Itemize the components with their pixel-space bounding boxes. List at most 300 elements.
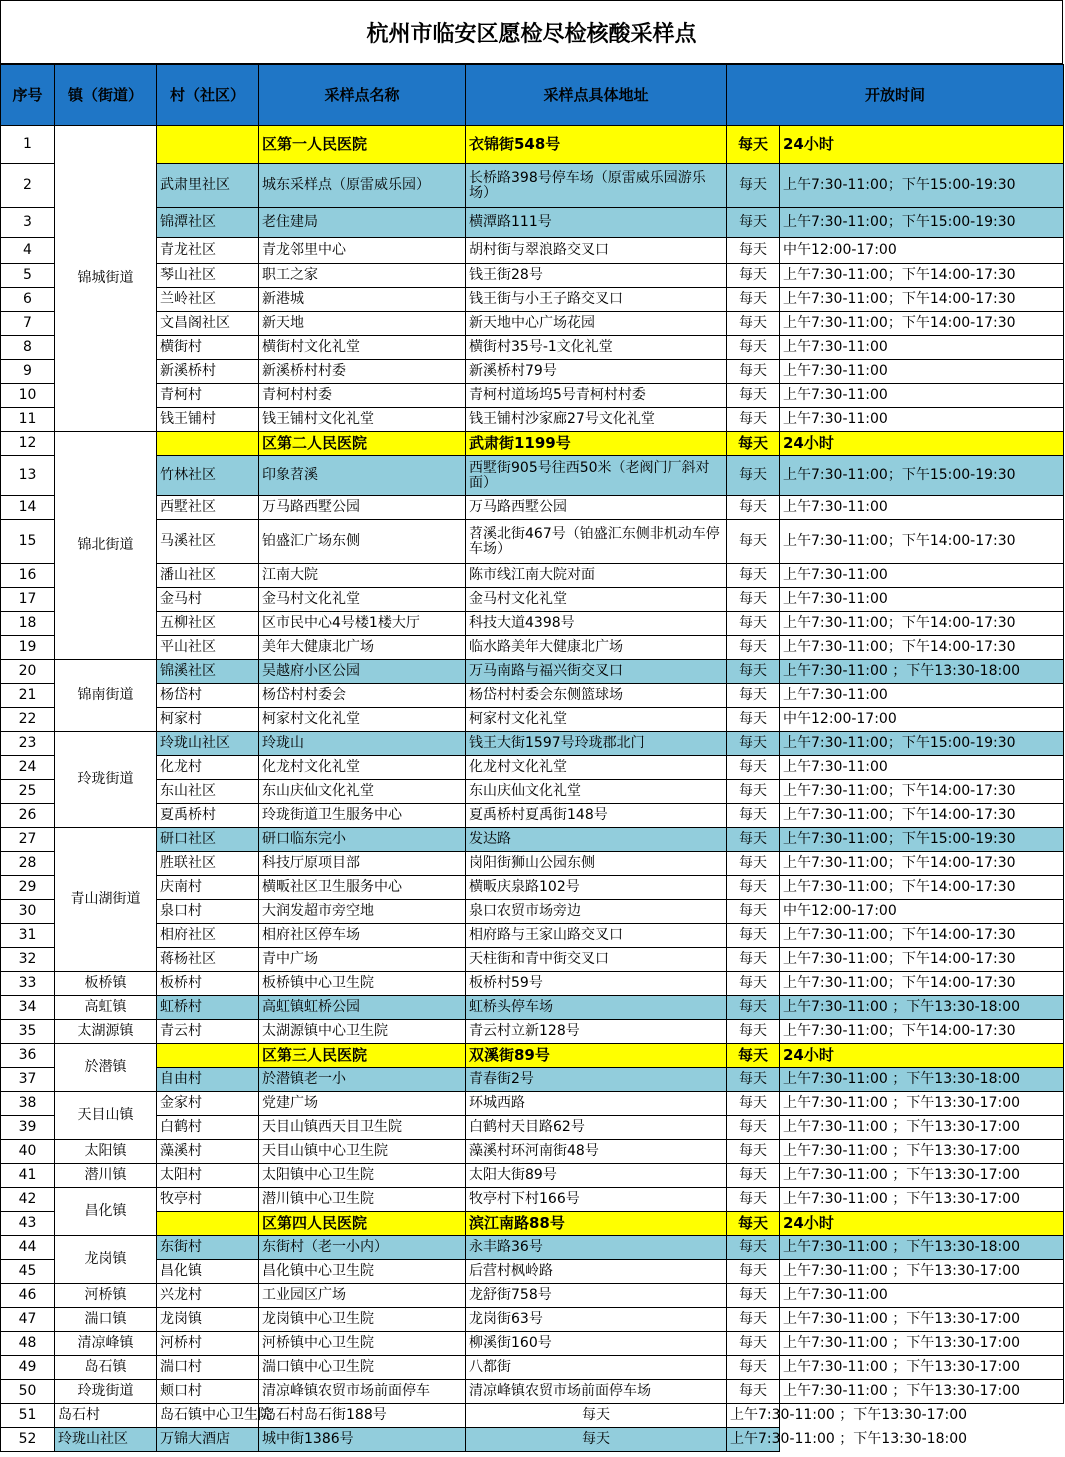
site-name-cell: 杨岱村村委会 bbox=[259, 684, 466, 708]
table-row bbox=[1, 660, 1064, 684]
table-row bbox=[1, 288, 1064, 312]
hours-cell: 上午7:30-11:00；下午14:00-17:30 bbox=[780, 972, 1064, 996]
town-cell: 玲珑街道 bbox=[55, 1380, 157, 1404]
hours-cell: 上午7:30-11:00 ；下午13:30-18:00 bbox=[780, 660, 1064, 684]
address-cell: 钱王街与小王子路交叉口 bbox=[466, 288, 727, 312]
hours-cell: 上午7:30-11:00 ；下午13:30-17:00 bbox=[727, 1404, 780, 1428]
site-name-cell: 区第二人民医院 bbox=[259, 432, 466, 456]
table-row bbox=[1, 208, 1064, 238]
site-name-cell: 龙岗镇中心卫生院 bbox=[259, 1308, 466, 1332]
table-row bbox=[1, 948, 1064, 972]
site-name-cell: 横畈社区卫生服务中心 bbox=[259, 876, 466, 900]
site-name-cell: 吴越府小区公园 bbox=[259, 660, 466, 684]
hours-cell: 上午7:30-11:00；下午14:00-17:30 bbox=[780, 612, 1064, 636]
days-cell: 每天 bbox=[727, 164, 780, 208]
days-cell: 每天 bbox=[727, 852, 780, 876]
village-cell: 玲珑山社区 bbox=[55, 1428, 157, 1452]
row-number: 2 bbox=[1, 164, 55, 208]
row-number: 29 bbox=[1, 876, 55, 900]
address-cell: 横畈庆泉路102号 bbox=[466, 876, 727, 900]
town-cell: 潜川镇 bbox=[55, 1164, 157, 1188]
row-number: 45 bbox=[1, 1260, 55, 1284]
site-name-cell: 金马村文化礼堂 bbox=[259, 588, 466, 612]
address-cell: 龙岗街63号 bbox=[466, 1308, 727, 1332]
row-number: 18 bbox=[1, 612, 55, 636]
village-cell: 金家村 bbox=[157, 1092, 259, 1116]
village-cell: 青龙社区 bbox=[157, 238, 259, 264]
row-number: 17 bbox=[1, 588, 55, 612]
page-title: 杭州市临安区愿检尽检核酸采样点 bbox=[0, 0, 1063, 64]
row-number: 23 bbox=[1, 732, 55, 756]
row-number: 38 bbox=[1, 1092, 55, 1116]
row-number: 49 bbox=[1, 1356, 55, 1380]
town-cell: 湍口镇 bbox=[55, 1308, 157, 1332]
row-number: 12 bbox=[1, 432, 55, 456]
row-number: 7 bbox=[1, 312, 55, 336]
town-cell: 天目山镇 bbox=[55, 1092, 157, 1140]
table-row bbox=[1, 828, 1064, 852]
address-cell: 青柯村道场坞5号青柯村村委 bbox=[466, 384, 727, 408]
days-cell: 每天 bbox=[466, 1404, 727, 1428]
days-cell: 每天 bbox=[727, 1164, 780, 1188]
address-cell: 虹桥头停车场 bbox=[466, 996, 727, 1020]
village-cell: 横街村 bbox=[157, 336, 259, 360]
days-cell: 每天 bbox=[727, 432, 780, 456]
days-cell: 每天 bbox=[727, 1380, 780, 1404]
sampling-sites-table bbox=[0, 64, 1064, 1452]
days-cell: 每天 bbox=[727, 1308, 780, 1332]
address-cell: 苕溪北街467号（铂盛汇东侧非机动车停车场） bbox=[466, 520, 727, 564]
village-cell: 相府社区 bbox=[157, 924, 259, 948]
site-name-cell: 区第四人民医院 bbox=[259, 1212, 466, 1236]
village-cell: 虹桥村 bbox=[157, 996, 259, 1020]
header-address: 采样点具体地址 bbox=[466, 65, 727, 126]
site-name-cell: 区市民中心4号楼1楼大厅 bbox=[259, 612, 466, 636]
site-name-cell: 天目山镇西天目卫生院 bbox=[259, 1116, 466, 1140]
table-row bbox=[1, 588, 1064, 612]
village-cell: 岛石村 bbox=[55, 1404, 157, 1428]
days-cell: 每天 bbox=[727, 312, 780, 336]
site-name-cell: 天目山镇中心卫生院 bbox=[259, 1140, 466, 1164]
address-cell: 新天地中心广场花园 bbox=[466, 312, 727, 336]
days-cell: 每天 bbox=[727, 876, 780, 900]
town-cell: 河桥镇 bbox=[55, 1284, 157, 1308]
village-cell: 藻溪村 bbox=[157, 1140, 259, 1164]
site-name-cell: 大润发超市旁空地 bbox=[259, 900, 466, 924]
row-number: 11 bbox=[1, 408, 55, 432]
town-cell: 於潜镇 bbox=[55, 1044, 157, 1092]
table-row bbox=[1, 564, 1064, 588]
address-cell: 临水路美年大健康北广场 bbox=[466, 636, 727, 660]
row-number: 50 bbox=[1, 1380, 55, 1404]
table-row bbox=[1, 1044, 1064, 1068]
village-cell: 东山社区 bbox=[157, 780, 259, 804]
row-number: 40 bbox=[1, 1140, 55, 1164]
address-cell: 泉口农贸市场旁边 bbox=[466, 900, 727, 924]
hours-cell: 上午7:30-11:00；下午15:00-19:30 bbox=[780, 208, 1064, 238]
table-row bbox=[1, 876, 1064, 900]
hours-cell: 上午7:30-11:00 bbox=[780, 756, 1064, 780]
days-cell: 每天 bbox=[727, 1020, 780, 1044]
row-number: 13 bbox=[1, 456, 55, 496]
address-cell: 万马南路与福兴街交叉口 bbox=[466, 660, 727, 684]
table-row bbox=[1, 336, 1064, 360]
hours-cell: 上午7:30-11:00 ；下午13:30-17:00 bbox=[780, 1188, 1064, 1212]
table-row bbox=[1, 996, 1064, 1020]
days-cell: 每天 bbox=[727, 264, 780, 288]
days-cell: 每天 bbox=[727, 1068, 780, 1092]
site-name-cell: 印象苕溪 bbox=[259, 456, 466, 496]
village-cell: 钱王铺村 bbox=[157, 408, 259, 432]
village-cell: 化龙村 bbox=[157, 756, 259, 780]
table-row bbox=[1, 1380, 1064, 1404]
address-cell: 钱王大街1597号玲珑郡北门 bbox=[466, 732, 727, 756]
village-cell bbox=[157, 432, 259, 456]
days-cell: 每天 bbox=[727, 588, 780, 612]
address-cell: 环城西路 bbox=[466, 1092, 727, 1116]
site-name-cell: 工业园区广场 bbox=[259, 1284, 466, 1308]
village-cell bbox=[157, 126, 259, 164]
village-cell: 板桥村 bbox=[157, 972, 259, 996]
hours-cell: 24小时 bbox=[780, 1044, 1064, 1068]
village-cell: 夏禹桥村 bbox=[157, 804, 259, 828]
table-row bbox=[1, 1308, 1064, 1332]
site-name-cell: 昌化镇中心卫生院 bbox=[259, 1260, 466, 1284]
table-row bbox=[1, 1332, 1064, 1356]
hours-cell: 上午7:30-11:00 ；下午13:30-17:00 bbox=[780, 1308, 1064, 1332]
hours-cell: 上午7:30-11:00 ；下午13:30-17:00 bbox=[780, 1356, 1064, 1380]
address-cell: 永丰路36号 bbox=[466, 1236, 727, 1260]
days-cell: 每天 bbox=[727, 780, 780, 804]
town-cell: 玲珑街道 bbox=[55, 732, 157, 828]
address-cell: 化龙村文化礼堂 bbox=[466, 756, 727, 780]
site-name-cell: 区第一人民医院 bbox=[259, 126, 466, 164]
town-cell: 太湖源镇 bbox=[55, 1020, 157, 1044]
days-cell: 每天 bbox=[727, 1092, 780, 1116]
row-number: 52 bbox=[1, 1428, 55, 1452]
village-cell: 锦潭社区 bbox=[157, 208, 259, 238]
days-cell: 每天 bbox=[727, 660, 780, 684]
days-cell: 每天 bbox=[727, 996, 780, 1020]
header-village: 村（社区） bbox=[157, 65, 259, 126]
address-cell: 胡村街与翠浪路交叉口 bbox=[466, 238, 727, 264]
hours-cell: 24小时 bbox=[780, 432, 1064, 456]
site-name-cell: 清凉峰镇农贸市场前面停车 bbox=[259, 1380, 466, 1404]
village-cell: 金马村 bbox=[157, 588, 259, 612]
site-name-cell: 城东采样点（原雷威乐园） bbox=[259, 164, 466, 208]
row-number: 34 bbox=[1, 996, 55, 1020]
days-cell: 每天 bbox=[727, 1140, 780, 1164]
table-row bbox=[1, 496, 1064, 520]
site-name-cell: 万锦大酒店 bbox=[157, 1428, 259, 1452]
hours-cell: 上午7:30-11:00；下午14:00-17:30 bbox=[780, 636, 1064, 660]
hours-cell: 中午12:00-17:00 bbox=[780, 708, 1064, 732]
table-row bbox=[1, 780, 1064, 804]
address-cell: 岗阳街狮山公园东侧 bbox=[466, 852, 727, 876]
table-row bbox=[1, 1260, 1064, 1284]
days-cell: 每天 bbox=[727, 1116, 780, 1140]
days-cell: 每天 bbox=[727, 496, 780, 520]
village-cell: 自由村 bbox=[157, 1068, 259, 1092]
village-cell: 青柯村 bbox=[157, 384, 259, 408]
site-name-cell: 板桥镇中心卫生院 bbox=[259, 972, 466, 996]
row-number: 33 bbox=[1, 972, 55, 996]
address-cell: 清凉峰镇农贸市场前面停车场 bbox=[466, 1380, 727, 1404]
row-number: 22 bbox=[1, 708, 55, 732]
site-name-cell: 江南大院 bbox=[259, 564, 466, 588]
hours-cell: 上午7:30-11:00；下午14:00-17:30 bbox=[780, 520, 1064, 564]
site-name-cell: 美年大健康北广场 bbox=[259, 636, 466, 660]
address-cell: 相府路与王家山路交叉口 bbox=[466, 924, 727, 948]
days-cell: 每天 bbox=[727, 708, 780, 732]
village-cell: 牧亭村 bbox=[157, 1188, 259, 1212]
village-cell: 琴山社区 bbox=[157, 264, 259, 288]
village-cell: 兰岭社区 bbox=[157, 288, 259, 312]
row-number: 32 bbox=[1, 948, 55, 972]
days-cell: 每天 bbox=[727, 1332, 780, 1356]
site-name-cell: 青龙邻里中心 bbox=[259, 238, 466, 264]
hours-cell: 24小时 bbox=[780, 126, 1064, 164]
address-cell: 钱王街28号 bbox=[466, 264, 727, 288]
hours-cell: 上午7:30-11:00；下午14:00-17:30 bbox=[780, 876, 1064, 900]
table-row bbox=[1, 900, 1064, 924]
address-cell: 横街村35号-1文化礼堂 bbox=[466, 336, 727, 360]
table-row bbox=[1, 238, 1064, 264]
row-number: 43 bbox=[1, 1212, 55, 1236]
days-cell: 每天 bbox=[727, 384, 780, 408]
days-cell: 每天 bbox=[727, 456, 780, 496]
village-cell: 龙岗镇 bbox=[157, 1308, 259, 1332]
site-name-cell: 区第三人民医院 bbox=[259, 1044, 466, 1068]
hours-cell: 上午7:30-11:00 ；下午13:30-18:00 bbox=[727, 1428, 780, 1452]
row-number: 48 bbox=[1, 1332, 55, 1356]
site-name-cell: 老住建局 bbox=[259, 208, 466, 238]
days-cell: 每天 bbox=[727, 1236, 780, 1260]
row-number: 9 bbox=[1, 360, 55, 384]
village-cell: 青云村 bbox=[157, 1020, 259, 1044]
days-cell: 每天 bbox=[727, 756, 780, 780]
days-cell: 每天 bbox=[727, 360, 780, 384]
table-row bbox=[1, 126, 1064, 164]
hours-cell: 上午7:30-11:00 ；下午13:30-17:00 bbox=[780, 1380, 1064, 1404]
hours-cell: 上午7:30-11:00 bbox=[780, 1284, 1064, 1308]
table-row bbox=[1, 384, 1064, 408]
days-cell: 每天 bbox=[727, 972, 780, 996]
row-number: 44 bbox=[1, 1236, 55, 1260]
row-number: 25 bbox=[1, 780, 55, 804]
table-row bbox=[1, 732, 1064, 756]
row-number: 46 bbox=[1, 1284, 55, 1308]
site-name-cell: 党建广场 bbox=[259, 1092, 466, 1116]
site-name-cell: 东街村（老一小内） bbox=[259, 1236, 466, 1260]
row-number: 37 bbox=[1, 1068, 55, 1092]
hours-cell: 上午7:30-11:00；下午14:00-17:30 bbox=[780, 780, 1064, 804]
town-cell: 锦南街道 bbox=[55, 660, 157, 732]
village-cell: 庆南村 bbox=[157, 876, 259, 900]
hours-cell: 上午7:30-11:00 ；下午13:30-17:00 bbox=[780, 1332, 1064, 1356]
header-no: 序号 bbox=[1, 65, 55, 126]
hours-cell: 中午12:00-17:00 bbox=[780, 238, 1064, 264]
days-cell: 每天 bbox=[727, 564, 780, 588]
hours-cell: 中午12:00-17:00 bbox=[780, 900, 1064, 924]
village-cell: 马溪社区 bbox=[157, 520, 259, 564]
table-body bbox=[1, 126, 1064, 1452]
days-cell: 每天 bbox=[727, 1044, 780, 1068]
address-cell: 武肃街1199号 bbox=[466, 432, 727, 456]
row-number: 6 bbox=[1, 288, 55, 312]
village-cell: 五柳社区 bbox=[157, 612, 259, 636]
town-cell: 龙岗镇 bbox=[55, 1236, 157, 1284]
hours-cell: 上午7:30-11:00 ；下午13:30-17:00 bbox=[780, 1140, 1064, 1164]
hours-cell: 上午7:30-11:00；下午14:00-17:30 bbox=[780, 948, 1064, 972]
hours-cell: 上午7:30-11:00 bbox=[780, 588, 1064, 612]
table-row bbox=[1, 312, 1064, 336]
hours-cell: 上午7:30-11:00；下午14:00-17:30 bbox=[780, 288, 1064, 312]
table-row bbox=[1, 1356, 1064, 1380]
address-cell: 西墅街905号往西50米（老阀门厂斜对面） bbox=[466, 456, 727, 496]
site-name-cell: 东山庆仙文化礼堂 bbox=[259, 780, 466, 804]
hours-cell: 上午7:30-11:00 bbox=[780, 496, 1064, 520]
table-row bbox=[1, 1212, 1064, 1236]
table-row bbox=[1, 360, 1064, 384]
hours-cell: 上午7:30-11:00 bbox=[780, 384, 1064, 408]
row-number: 36 bbox=[1, 1044, 55, 1068]
address-cell: 衣锦街548号 bbox=[466, 126, 727, 164]
site-name-cell: 河桥镇中心卫生院 bbox=[259, 1332, 466, 1356]
row-number: 41 bbox=[1, 1164, 55, 1188]
hours-cell: 上午7:30-11:00；下午14:00-17:30 bbox=[780, 312, 1064, 336]
row-number: 19 bbox=[1, 636, 55, 660]
address-cell: 龙舒街758号 bbox=[466, 1284, 727, 1308]
address-cell: 板桥村59号 bbox=[466, 972, 727, 996]
village-cell: 武肃里社区 bbox=[157, 164, 259, 208]
days-cell: 每天 bbox=[727, 1284, 780, 1308]
village-cell: 锦溪社区 bbox=[157, 660, 259, 684]
site-name-cell: 於潜镇老一小 bbox=[259, 1068, 466, 1092]
row-number: 8 bbox=[1, 336, 55, 360]
village-cell: 湍口村 bbox=[157, 1356, 259, 1380]
site-name-cell: 青中广场 bbox=[259, 948, 466, 972]
row-number: 1 bbox=[1, 126, 55, 164]
village-cell: 兴龙村 bbox=[157, 1284, 259, 1308]
town-cell: 太阳镇 bbox=[55, 1140, 157, 1164]
table-row bbox=[1, 804, 1064, 828]
hours-cell: 上午7:30-11:00；下午15:00-19:30 bbox=[780, 456, 1064, 496]
address-cell: 柯家村文化礼堂 bbox=[466, 708, 727, 732]
table-row bbox=[1, 520, 1064, 564]
address-cell: 岛石村岛石街188号 bbox=[259, 1404, 466, 1428]
table-row bbox=[1, 1020, 1064, 1044]
row-number: 4 bbox=[1, 238, 55, 264]
days-cell: 每天 bbox=[727, 948, 780, 972]
site-name-cell: 青柯村村委 bbox=[259, 384, 466, 408]
town-cell: 清凉峰镇 bbox=[55, 1332, 157, 1356]
address-cell: 青春街2号 bbox=[466, 1068, 727, 1092]
town-cell: 高虹镇 bbox=[55, 996, 157, 1020]
site-name-cell: 太湖源镇中心卫生院 bbox=[259, 1020, 466, 1044]
village-cell: 玲珑山社区 bbox=[157, 732, 259, 756]
town-cell: 锦城街道 bbox=[55, 126, 157, 432]
hours-cell: 上午7:30-11:00；下午15:00-19:30 bbox=[780, 164, 1064, 208]
village-cell: 东街村 bbox=[157, 1236, 259, 1260]
row-number: 15 bbox=[1, 520, 55, 564]
table-row bbox=[1, 1188, 1064, 1212]
site-name-cell: 化龙村文化礼堂 bbox=[259, 756, 466, 780]
days-cell: 每天 bbox=[727, 208, 780, 238]
days-cell: 每天 bbox=[727, 126, 780, 164]
village-cell: 河桥村 bbox=[157, 1332, 259, 1356]
address-cell: 横潭路111号 bbox=[466, 208, 727, 238]
address-cell: 陈市线江南大院对面 bbox=[466, 564, 727, 588]
address-cell: 双溪街89号 bbox=[466, 1044, 727, 1068]
address-cell: 新溪桥村79号 bbox=[466, 360, 727, 384]
village-cell: 新溪桥村 bbox=[157, 360, 259, 384]
address-cell: 后营村枫岭路 bbox=[466, 1260, 727, 1284]
hours-cell: 上午7:30-11:00；下午14:00-17:30 bbox=[780, 852, 1064, 876]
site-name-cell: 湍口镇中心卫生院 bbox=[259, 1356, 466, 1380]
header-open-time: 开放时间 bbox=[727, 65, 1064, 126]
town-cell: 岛石镇 bbox=[55, 1356, 157, 1380]
village-cell bbox=[157, 1044, 259, 1068]
table-row bbox=[1, 1404, 1064, 1428]
village-cell: 杨岱村 bbox=[157, 684, 259, 708]
hours-cell: 上午7:30-11:00 ；下午13:30-18:00 bbox=[780, 1068, 1064, 1092]
row-number: 51 bbox=[1, 1404, 55, 1428]
town-cell: 锦北街道 bbox=[55, 432, 157, 660]
site-name-cell: 职工之家 bbox=[259, 264, 466, 288]
town-cell: 青山湖街道 bbox=[55, 828, 157, 972]
table-row bbox=[1, 1236, 1064, 1260]
table-row bbox=[1, 612, 1064, 636]
site-name-cell: 新溪桥村村委 bbox=[259, 360, 466, 384]
village-cell: 柯家村 bbox=[157, 708, 259, 732]
days-cell: 每天 bbox=[727, 1356, 780, 1380]
hours-cell: 上午7:30-11:00；下午14:00-17:30 bbox=[780, 924, 1064, 948]
row-number: 21 bbox=[1, 684, 55, 708]
site-name-cell: 万马路西墅公园 bbox=[259, 496, 466, 520]
village-cell: 蒋杨社区 bbox=[157, 948, 259, 972]
village-cell: 研口社区 bbox=[157, 828, 259, 852]
village-cell: 昌化镇 bbox=[157, 1260, 259, 1284]
days-cell: 每天 bbox=[727, 520, 780, 564]
table-row bbox=[1, 164, 1064, 208]
hours-cell: 上午7:30-11:00 ；下午13:30-18:00 bbox=[780, 1236, 1064, 1260]
hours-cell: 上午7:30-11:00 bbox=[780, 408, 1064, 432]
village-cell: 竹林社区 bbox=[157, 456, 259, 496]
village-cell: 潘山社区 bbox=[157, 564, 259, 588]
site-name-cell: 玲珑山 bbox=[259, 732, 466, 756]
days-cell: 每天 bbox=[727, 336, 780, 360]
table-row bbox=[1, 1068, 1064, 1092]
table-row bbox=[1, 1164, 1064, 1188]
hours-cell: 上午7:30-11:00；下午14:00-17:30 bbox=[780, 264, 1064, 288]
hours-cell: 上午7:30-11:00 ；下午13:30-17:00 bbox=[780, 1164, 1064, 1188]
village-cell bbox=[157, 1212, 259, 1236]
site-name-cell: 钱王铺村文化礼堂 bbox=[259, 408, 466, 432]
table-row bbox=[1, 456, 1064, 496]
village-cell: 白鹤村 bbox=[157, 1116, 259, 1140]
row-number: 24 bbox=[1, 756, 55, 780]
site-name-cell: 潜川镇中心卫生院 bbox=[259, 1188, 466, 1212]
table-row bbox=[1, 636, 1064, 660]
address-cell: 牧亭村下村166号 bbox=[466, 1188, 727, 1212]
hours-cell: 上午7:30-11:00；下午15:00-19:30 bbox=[780, 732, 1064, 756]
row-number: 30 bbox=[1, 900, 55, 924]
address-cell: 科技大道4398号 bbox=[466, 612, 727, 636]
table-row bbox=[1, 924, 1064, 948]
village-cell: 颊口村 bbox=[157, 1380, 259, 1404]
address-cell: 天柱街和青中街交叉口 bbox=[466, 948, 727, 972]
